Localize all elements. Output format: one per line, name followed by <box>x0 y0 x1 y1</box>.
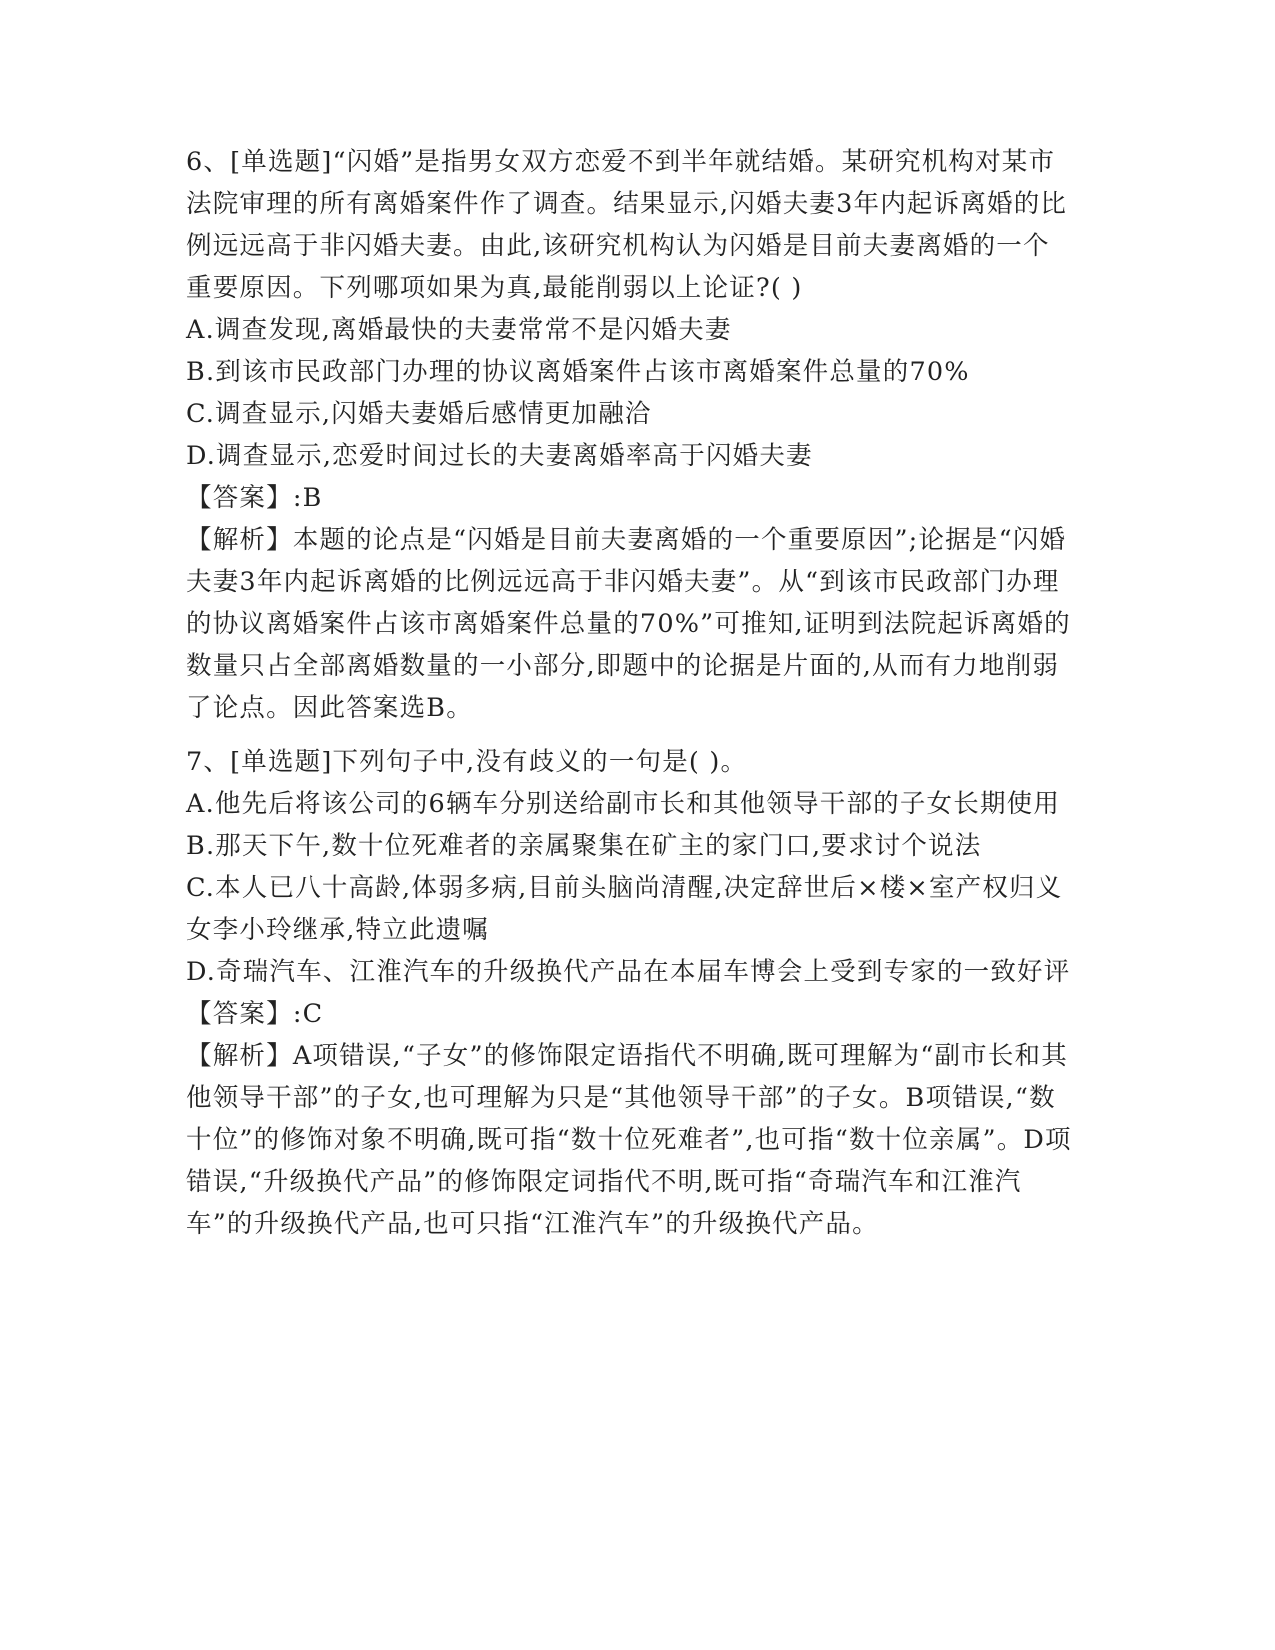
analysis-text: 本题的论点是“闪婚是目前夫妻离婚的一个重要原因”;论据是“闪婚夫妻3年内起诉离婚的比例远远高于非闪婚夫妻”。从“到该市民政部门办理的协议离婚案件占该市离婚案件总量的70%”可推知,证明到法院起诉离婚的数量只占全部离婚数量的一小部分,即题中的论据是片面的,从而有力地削弱了论点。因此答案选B。 <box>186 525 1071 723</box>
answer-label: 【答案】 <box>186 999 293 1029</box>
answer-line <box>186 993 1076 1035</box>
answer-separator: : <box>292 999 303 1029</box>
option-d: D.调查显示,恋爱时间过长的夫妻离婚率高于闪婚夫妻 <box>186 441 813 471</box>
option-c: C.本人已八十高龄,体弱多病,目前头脑尚清醒,决定辞世后×楼×室产权归义女李小玲继承,特立此遗嘱 <box>186 873 1063 945</box>
answer-line <box>186 477 1076 519</box>
answer-separator: : <box>292 483 303 513</box>
answer-value: C <box>302 999 324 1029</box>
option-d: D.奇瑞汽车、江淮汽车的升级换代产品在本届车博会上受到专家的一致好评 <box>186 957 1071 987</box>
option-b: B.到该市民政部门办理的协议离婚案件占该市离婚案件总量的70% <box>186 357 970 387</box>
analysis-text: A项错误,“子女”的修饰限定语指代不明确,既可理解为“副市长和其他领导干部”的子女,也可理解为只是“其他领导干部”的子女。B项错误,“数十位”的修饰对象不明确,既可指“数十位死难者”,也可指“数十位亲属”。D项错误,“升级换代产品”的修饰限定词指代不明,既可指“奇瑞汽车和江淮汽车”的升级换代产品,也可只指“江淮汽车”的升级换代产品。 <box>186 1041 1072 1239</box>
option-a: A.他先后将该公司的6辆车分别送给副市长和其他领导干部的子女长期使用 <box>186 789 1061 819</box>
analysis-label: 【解析】 <box>186 1041 293 1071</box>
analysis-line <box>186 1035 1076 1245</box>
option-c: C.调查显示,闪婚夫妻婚后感情更加融洽 <box>186 399 652 429</box>
answer-value: B <box>302 483 323 513</box>
document-page <box>186 141 1076 1245</box>
analysis-label: 【解析】 <box>186 525 293 555</box>
question-stem: 7、[单选题]下列句子中,没有歧义的一句是( )。 <box>186 747 748 777</box>
question-7 <box>186 741 1076 1245</box>
answer-label: 【答案】 <box>186 483 293 513</box>
analysis-line <box>186 519 1076 729</box>
question-6 <box>186 141 1076 729</box>
question-stem: 6、[单选题]“闪婚”是指男女双方恋爱不到半年就结婚。某研究机构对某市法院审理的所有离婚案件作了调查。结果显示,闪婚夫妻3年内起诉离婚的比例远远高于非闪婚夫妻。由此,该研究机构认为闪婚是目前夫妻离婚的一个重要原因。下列哪项如果为真,最能削弱以上论证?( ) <box>186 147 1068 303</box>
option-b: B.那天下午,数十位死难者的亲属聚集在矿主的家门口,要求讨个说法 <box>186 831 982 861</box>
option-a: A.调查发现,离婚最快的夫妻常常不是闪婚夫妻 <box>186 315 732 345</box>
